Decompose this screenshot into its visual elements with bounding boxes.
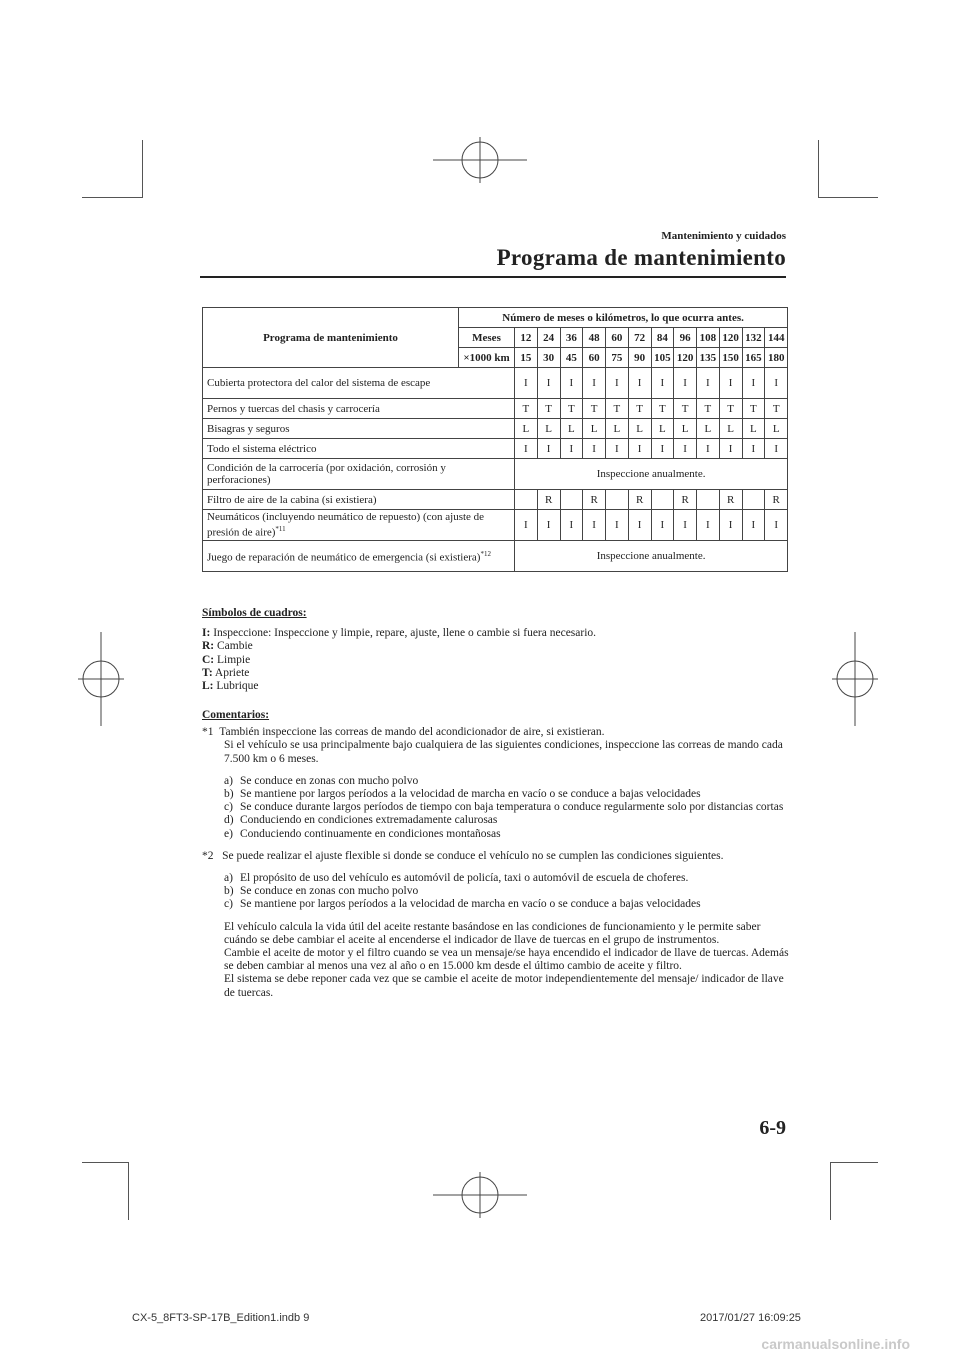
km-header-cell: 45 [560,348,583,368]
schedule-cell: I [628,510,651,541]
schedule-cell: L [606,419,629,439]
comment-list-item: a) El propósito de uso del vehículo es automóvil de policía, taxi o automóvil de escuela de choferes. [224,872,689,885]
comment-2-para2: Cambie el aceite de motor y el filtro cuando se vea un mensaje/se haya encendido el indicador de llave de tuercas. Además se deben cambiar al menos una vez al año o en 15.000 km desde el último cambio de aceite y filtro. [224,947,789,973]
months-header-cell: 24 [537,328,560,348]
table-row [203,459,788,490]
schedule-cell: I [674,510,697,541]
schedule-cell: T [560,399,583,419]
schedule-cell: I [719,368,742,399]
schedule-cell: R [537,490,560,510]
schedule-cell: I [560,510,583,541]
schedule-cell: I [765,439,788,459]
row-span-note: Inspeccione anualmente. [515,459,788,490]
schedule-cell: I [515,510,538,541]
schedule-cell: I [674,368,697,399]
schedule-cell [697,490,720,510]
schedule-cell: I [606,510,629,541]
schedule-cell: I [765,510,788,541]
km-header-cell: 165 [742,348,765,368]
schedule-cell: R [765,490,788,510]
schedule-cell [560,490,583,510]
schedule-cell: T [765,399,788,419]
table-row [203,541,788,572]
km-header-cell: 135 [697,348,720,368]
schedule-cell: I [674,439,697,459]
comment-1-line2: Si el vehículo se usa principalmente bajo cualquiera de las siguientes condiciones, inspeccione las correas de mando cada 7.500 km o 6 meses. [224,739,783,765]
km-header-cell: 15 [515,348,538,368]
schedule-cell: L [697,419,720,439]
row-label: Neumáticos (incluyendo neumático de repuesto) (con ajuste de presión de aire)$^{*11}$ [203,510,515,541]
schedule-cell: L [537,419,560,439]
symbols-section [202,607,792,693]
registration-mark-top [433,137,527,183]
row-label: Filtro de aire de la cabina (si existiera) [203,490,515,510]
schedule-cell: T [537,399,560,419]
comment-list-item: c) Se conduce durante largos períodos de tiempo con baja temperatura o conduce regularmente solo por distancias cortas [224,801,784,814]
watermark: carmanualsonline.info [761,1336,910,1352]
months-header-cell: 36 [560,328,583,348]
comment-2 [202,850,792,1000]
months-header-cell: 108 [697,328,720,348]
comment-list-item: c) Se mantiene por largos períodos a la velocidad de marcha en vacío o se conduce a bajas velocidades [224,898,701,911]
schedule-cell: I [537,510,560,541]
schedule-cell [606,490,629,510]
km-header-cell: 180 [765,348,788,368]
row-label: Condición de la carrocería (por oxidación, corrosión y perforaciones) [203,459,515,490]
schedule-cell: R [719,490,742,510]
comment-2-para3: El sistema se debe reponer cada vez que se cambie el aceite de motor independientemente del mensaje/ indicador de llave de tuercas. [224,973,784,999]
schedule-cell: L [651,419,674,439]
schedule-cell: I [583,510,606,541]
symbol-item: C: Limpie [202,653,251,666]
months-header-cell: 132 [742,328,765,348]
schedule-cell: R [628,490,651,510]
comment-1 [202,726,792,841]
months-header-cell: 144 [765,328,788,348]
schedule-cell: I [560,368,583,399]
schedule-cell: T [742,399,765,419]
comment-2-mark: *2 [202,849,214,862]
schedule-cell: I [537,368,560,399]
row-span-note: Inspeccione anualmente. [515,541,788,572]
table-row [203,419,788,439]
row-label: Juego de reparación de neumático de emergencia (si existiera)$^{*12}$ [203,541,515,572]
schedule-cell: L [765,419,788,439]
schedule-cell: R [583,490,606,510]
schedule-cell: L [742,419,765,439]
registration-mark-bottom [433,1172,527,1218]
schedule-cell: I [606,439,629,459]
schedule-cell: L [719,419,742,439]
schedule-cell: L [515,419,538,439]
comment-list-item: a) Se conduce en zonas con mucho polvo [224,774,419,787]
schedule-cell: T [719,399,742,419]
schedule-cell: R [674,490,697,510]
comment-1-mark: *1 [202,726,214,739]
km-header-cell: 90 [628,348,651,368]
km-header-cell: 120 [674,348,697,368]
row-label: Todo el sistema eléctrico [203,439,515,459]
comments-title: Comentarios: [202,709,270,721]
registration-mark-right [832,632,878,726]
schedule-cell: T [628,399,651,419]
comment-list-item: b) Se conduce en zonas con mucho polvo [224,885,419,898]
row-label: Pernos y tuercas del chasis y carrocería [203,399,515,419]
table-span-header: Número de meses o kilómetros, lo que ocurra antes. [459,308,788,328]
months-header-cell: 48 [583,328,606,348]
schedule-cell: I [719,510,742,541]
schedule-cell: I [651,368,674,399]
comment-2-para1: El vehículo calcula la vida útil del aceite restante basándose en las condiciones de funcionamiento y le permite saber cuándo se debe cambiar el aceite al encenderse el indicador de llave de tuercas en el grupo de instrumentos. [224,920,761,946]
registration-mark-left [78,632,124,726]
comment-1-line1: También inspeccione las correas de mando del acondicionador de aire, si existieran. [219,726,605,739]
months-header-cell: 72 [628,328,651,348]
row-label: Cubierta protectora del calor del sistema de escape [203,368,515,399]
symbol-item: I: Inspeccione: Inspeccione y limpie, repare, ajuste, llene o cambie si fuera necesario. [202,627,597,640]
schedule-cell: I [697,439,720,459]
schedule-cell: L [583,419,606,439]
symbol-item: R: Cambie [202,640,253,653]
footnote-ref: *12 [480,550,491,559]
schedule-cell: I [719,439,742,459]
schedule-cell: I [537,439,560,459]
km-header-cell: 30 [537,348,560,368]
schedule-cell: I [765,368,788,399]
comment-list-item: e) Conduciendo continuamente en condiciones montañosas [224,827,501,840]
symbols-title: Símbolos de cuadros: [202,607,307,619]
schedule-cell [515,490,538,510]
months-header-cell: 12 [515,328,538,348]
schedule-cell: T [651,399,674,419]
table-row [203,490,788,510]
schedule-cell: T [697,399,720,419]
table-row [203,439,788,459]
footer-file: CX-5_8FT3-SP-17B_Edition1.indb 9 [132,1312,310,1324]
schedule-cell: L [560,419,583,439]
schedule-cell: I [515,368,538,399]
comment-list-item: d) Conduciendo en condiciones extremadamente calurosas [224,814,498,827]
comment-2-line1: Se puede realizar el ajuste flexible si donde se conduce el vehículo no se cumplen las condiciones siguientes. [222,849,724,862]
footnote-ref: *11 [275,525,286,534]
table-row [203,368,788,399]
table-row [203,510,788,541]
km-header-cell: 60 [583,348,606,368]
comment-list-item: b) Se mantiene por largos períodos a la velocidad de marcha en vacío o se conduce a bajas velocidades [224,788,701,801]
schedule-cell: L [674,419,697,439]
schedule-cell: T [606,399,629,419]
schedule-cell: I [742,510,765,541]
page-title: Programa de mantenimiento [496,245,786,270]
schedule-cell: I [651,439,674,459]
schedule-cell: I [651,510,674,541]
schedule-cell: I [560,439,583,459]
schedule-cell: I [628,368,651,399]
months-header-cell: 60 [606,328,629,348]
row-label: Bisagras y seguros [203,419,515,439]
schedule-cell [651,490,674,510]
months-header-cell: 120 [719,328,742,348]
comments-section [202,709,792,1000]
schedule-cell: I [606,368,629,399]
schedule-cell: I [742,439,765,459]
months-label: Meses [459,328,515,348]
schedule-cell: I [697,368,720,399]
schedule-cell: T [583,399,606,419]
schedule-cell: I [583,439,606,459]
km-header-cell: 150 [719,348,742,368]
maintenance-table [202,307,788,572]
schedule-cell [742,490,765,510]
page-number: 6-9 [759,1117,786,1139]
km-header-cell: 105 [651,348,674,368]
symbol-item: L: Lubrique [202,680,259,693]
schedule-cell: I [628,439,651,459]
schedule-cell: L [628,419,651,439]
section-name: Mantenimiento y cuidados [661,230,786,242]
table-row [203,399,788,419]
header-rule [200,276,786,278]
schedule-cell: T [515,399,538,419]
months-header-cell: 96 [674,328,697,348]
schedule-cell: I [583,368,606,399]
km-label: ×1000 km [459,348,515,368]
months-header-cell: 84 [651,328,674,348]
table-corner-header: Programa de mantenimiento [203,308,459,368]
footer-timestamp: 2017/01/27 16:09:25 [700,1312,801,1324]
symbol-item: T: Apriete [202,666,250,679]
km-header-cell: 75 [606,348,629,368]
schedule-cell: I [697,510,720,541]
schedule-cell: I [742,368,765,399]
schedule-cell: T [674,399,697,419]
schedule-cell: I [515,439,538,459]
